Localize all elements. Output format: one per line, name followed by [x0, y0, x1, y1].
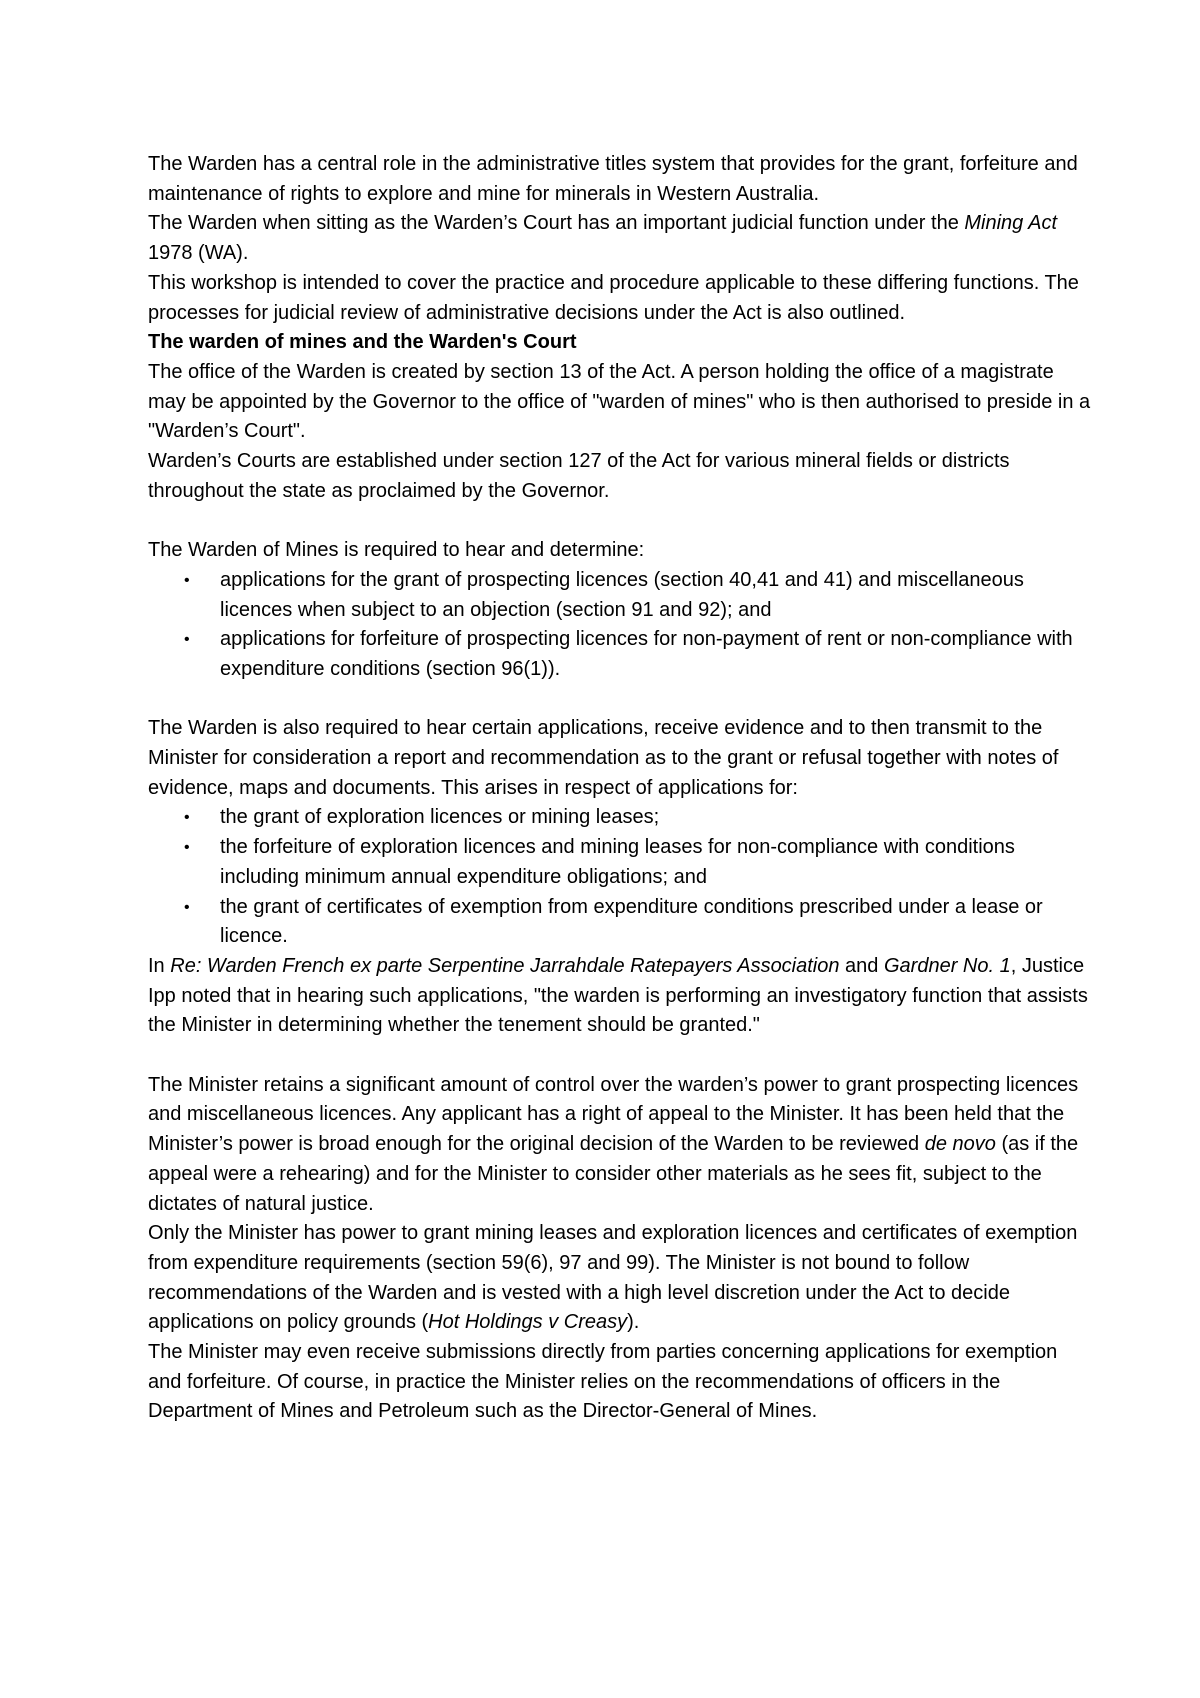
section-heading: The warden of mines and the Warden's Court [148, 331, 577, 354]
list-item: • the grant of certificates of exemption from expenditure conditions prescribed under a lease or licence. [220, 893, 1093, 952]
term-italic: de novo [924, 1133, 996, 1156]
paragraph-wardens-courts: Warden’s Courts are established under section 127 of the Act for various mineral fields or districts throughout the state as proclaimed by the Governor. [148, 450, 1010, 502]
bullet-list-applications [148, 803, 1093, 952]
case-name-italic: Gardner No. 1 [883, 954, 1011, 977]
paragraph-minister-control [148, 1071, 1093, 1220]
bullet-list-hear-determine [148, 566, 1093, 685]
document-page [148, 150, 1093, 1427]
paragraph-spacer [148, 1041, 1093, 1071]
text-segment: The Minister retains a significant amount of control over the warden’s power to grant prospecting licences and miscellaneous licences. Any applicant has a right of appeal to the Minister. It has been held that the Minister’s power is broad enough for the original decision of the Warden to be reviewed [148, 1073, 1079, 1156]
list-item: • the grant of exploration licences or mining leases; [220, 803, 1093, 833]
text-segment: The Warden when sitting as the Warden’s Court has an important judicial function under the [148, 212, 965, 235]
paragraph-judicial-function [148, 209, 1093, 268]
text-segment: Only the Minister has power to grant mining leases and exploration licences and certificates of exemption from expenditure requirements (section 59(6), 97 and 99). The Minister is not bound to follow recommendations of the Warden and is vested with a high level discretion under the Act to decide applications on policy grounds ( [148, 1222, 1078, 1334]
text-segment: In [148, 954, 171, 977]
list-item: • applications for forfeiture of prospecting licences for non-payment of rent or non-compliance with expenditure conditions (section 96(1)). [220, 625, 1093, 684]
paragraph-required-to-hear: The Warden of Mines is required to hear and determine: [148, 539, 645, 562]
paragraph-case-citation [148, 952, 1093, 1041]
paragraph-intro: The Warden has a central role in the administrative titles system that provides for the grant, forfeiture and maintenance of rights to explore and mine for minerals in Western Australia. [148, 153, 1078, 205]
list-item: • applications for the grant of prospecting licences (section 40,41 and 41) and miscellaneous licences when subject to an objection (section 91 and 92); and [220, 566, 1093, 625]
text-segment: ). [627, 1311, 640, 1334]
paragraph-spacer [148, 506, 1093, 536]
case-name-italic: Re: Warden French ex parte Serpentine Jarrahdale Ratepayers Association [170, 954, 840, 977]
paragraph-also-required: The Warden is also required to hear certain applications, receive evidence and to then transmit to the Minister for consideration a report and recommendation as to the grant or refusal together with notes of evidence, maps and documents. This arises in respect of applications for: [148, 717, 1059, 799]
paragraph-spacer [148, 685, 1093, 715]
act-name-italic: Mining Act [964, 212, 1058, 235]
paragraph-office-of-warden: The office of the Warden is created by section 13 of the Act. A person holding the office of a magistrate may be appointed by the Governor to the office of "warden of mines" who is then authorised to preside in a "Warden’s Court". [148, 360, 1091, 443]
list-item: • the forfeiture of exploration licences and mining leases for non-compliance with conditions including minimum annual expenditure obligations; and [220, 833, 1093, 892]
text-segment: 1978 (WA). [148, 242, 249, 265]
text-segment: (as if the appeal were a rehearing) and for the Minister to consider other materials as he sees fit, subject to the dictates of natural justice. [148, 1133, 1079, 1215]
text-segment: and [839, 954, 884, 977]
paragraph-submissions: The Minister may even receive submissions directly from parties concerning applications for exemption and forfeiture. Of course, in practice the Minister relies on the recommendations of officers in the Department of Mines and Petroleum such as the Director-General of Mines. [148, 1341, 1058, 1423]
case-name-italic: Hot Holdings v Creasy [428, 1311, 628, 1334]
paragraph-workshop-scope: This workshop is intended to cover the practice and procedure applicable to these differing functions. The processes for judicial review of administrative decisions under the Act is also outlined. [148, 271, 1079, 324]
paragraph-minister-power [148, 1219, 1093, 1338]
text-segment: , Justice Ipp noted that in hearing such applications, "the warden is performing an investigatory function that assists the Minister in determining whether the tenement should be granted." [148, 954, 1088, 1037]
